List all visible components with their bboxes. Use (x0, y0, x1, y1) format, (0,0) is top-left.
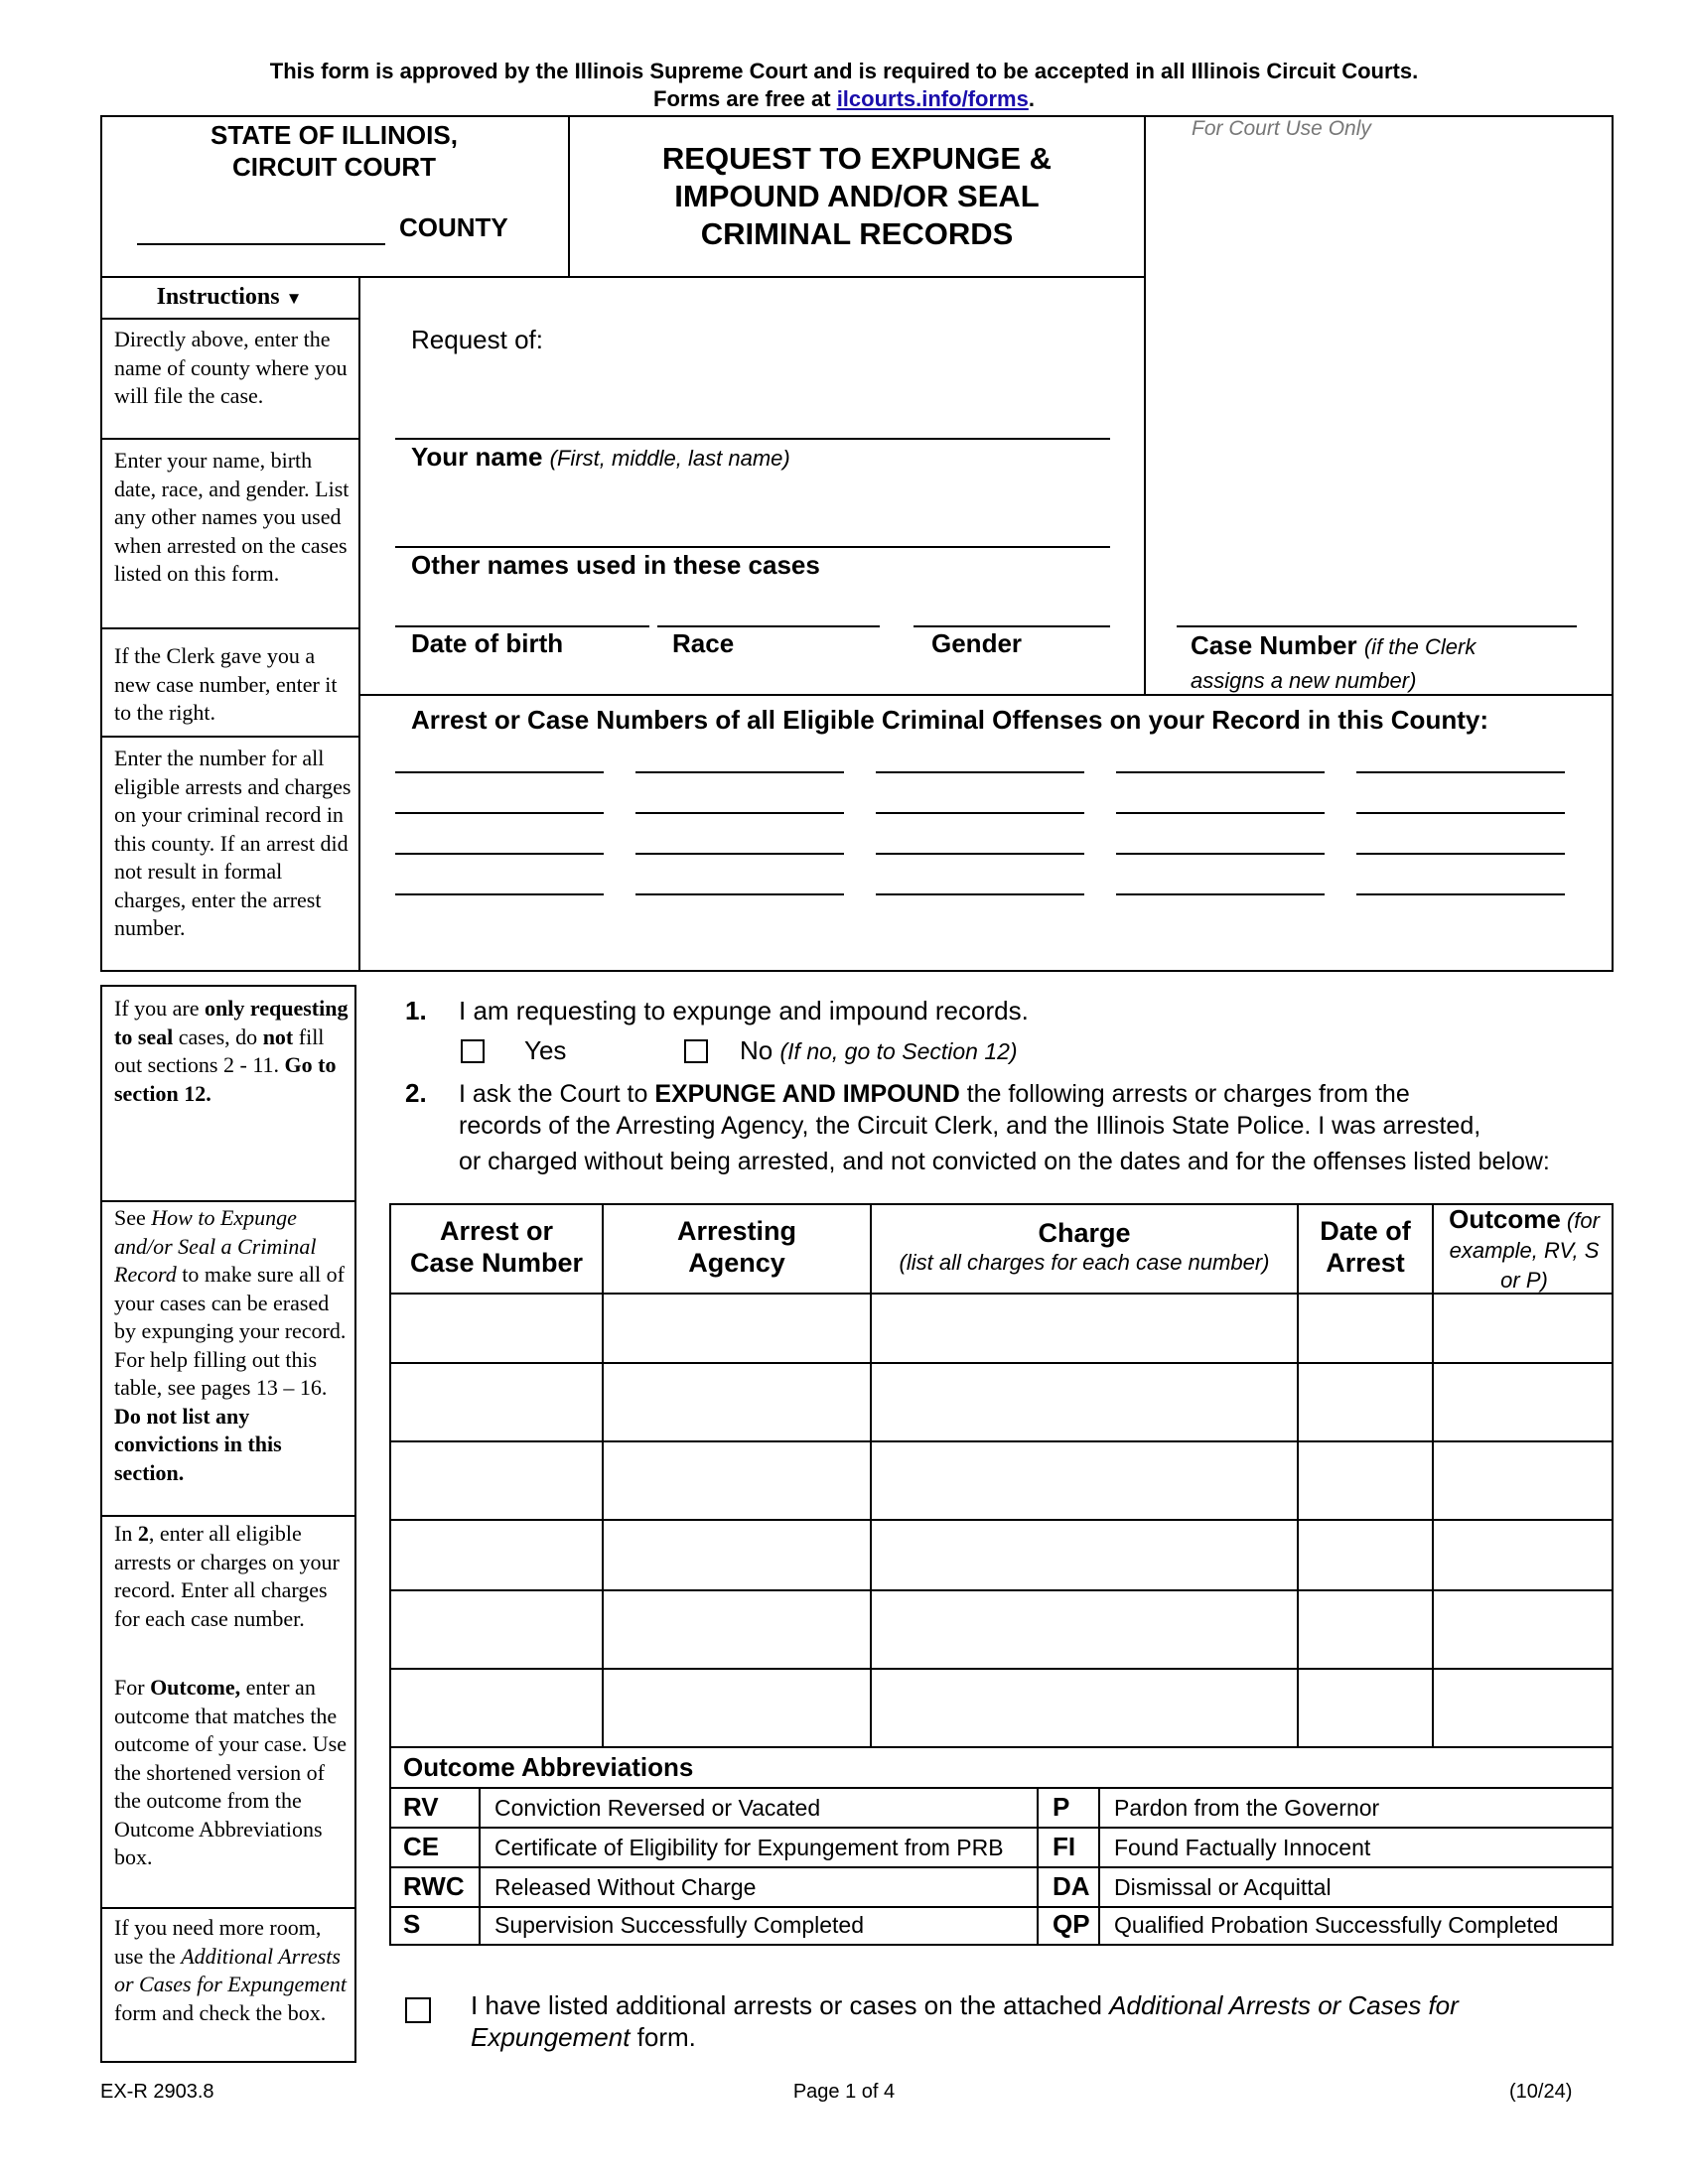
case-number-title: Case Number (1191, 630, 1357, 660)
arrest-number-line[interactable] (876, 853, 1084, 855)
race-line[interactable] (657, 625, 880, 627)
divider (100, 1515, 356, 1517)
col5-title: Outcome (1449, 1204, 1561, 1234)
add-b: Additional Arrests or Cases for Expungement (471, 1990, 1459, 2052)
arrest-number-line[interactable] (1116, 771, 1325, 773)
instructions-header (100, 284, 358, 311)
abbr-code: CE (403, 1832, 440, 1861)
caret-down-icon: ▼ (285, 289, 303, 308)
instruction-outcome (100, 1674, 351, 1872)
instruction-section2 (100, 1520, 351, 1633)
request-of-label: Request of: (411, 325, 543, 354)
arrest-number-line[interactable] (635, 812, 844, 814)
col-header-agency (604, 1215, 870, 1279)
no-checkbox[interactable] (684, 1039, 708, 1063)
arrest-number-line[interactable] (1356, 771, 1565, 773)
add-c: form. (630, 2022, 696, 2052)
abbr-text: Conviction Reversed or Vacated (494, 1795, 821, 1821)
form-title-line1: REQUEST TO EXPUNGE & (661, 141, 1053, 176)
col3-line1: Charge (1038, 1218, 1131, 1248)
abbr-divider (389, 1787, 1614, 1789)
forms-free-text: Forms are free at (653, 86, 837, 111)
your-name-hint: (First, middle, last name) (549, 446, 790, 471)
add-a: I have listed additional arrests or cases on the attached (471, 1990, 1110, 2020)
yes-checkbox[interactable] (461, 1039, 485, 1063)
table-row[interactable] (391, 1591, 1612, 1668)
section1-number: 1. (405, 996, 427, 1025)
abbr-code: P (1053, 1792, 1070, 1822)
s2a: I ask the Court to (459, 1080, 655, 1108)
section2-line3: or charged without being arrested, and not convicted on the dates and for the offenses listed below: (459, 1148, 1550, 1175)
form-id: EX-R 2903.8 (100, 2081, 214, 2103)
col2-line2: Agency (688, 1248, 785, 1278)
arrest-number-line[interactable] (635, 853, 844, 855)
instruction-name: Enter your name, birth date, race, and gender. List any other names you used when arrested on the cases listed on this form. (114, 448, 350, 586)
case-number-line1 (1191, 628, 1476, 664)
arrest-number-line[interactable] (395, 812, 604, 814)
case-number-hint2: assigns a new number) (1191, 668, 1417, 693)
arrest-number-line[interactable] (1356, 812, 1565, 814)
arrest-number-line[interactable] (395, 893, 604, 895)
yes-label: Yes (524, 1035, 567, 1065)
arrest-numbers-title: Arrest or Case Numbers of all Eligible Criminal Offenses on your Record in this County: (411, 705, 1488, 735)
col-header-date (1299, 1215, 1432, 1279)
abbr-divider (389, 1866, 1614, 1868)
abbr-text: Supervision Successfully Completed (494, 1912, 865, 1938)
instruction-how-to (100, 1204, 351, 1487)
col3-line2: (list all charges for each case number) (899, 1250, 1270, 1275)
section2-line1 (459, 1078, 1550, 1110)
arrest-number-line[interactable] (395, 853, 604, 855)
divider (100, 276, 1145, 278)
divider (100, 438, 358, 440)
no-label (740, 1035, 1018, 1066)
approval-notice (0, 58, 1688, 113)
other-names-label: Other names used in these cases (411, 550, 820, 580)
abbr-col-divider (1037, 1787, 1039, 1946)
i7a: In (114, 1521, 138, 1546)
form-title-line2: IMPOUND AND/OR SEAL (674, 179, 1040, 213)
i5f: Go to section 12. (114, 1052, 337, 1106)
instruction-seal-only (100, 995, 351, 1108)
i5e: fill out sections 2 - 11. (114, 1024, 325, 1077)
col4-line2: Arrest (1326, 1248, 1405, 1278)
i6b: How to Expunge and/or Seal a Criminal Record (114, 1205, 317, 1287)
arrest-number-line[interactable] (876, 771, 1084, 773)
county-input-line[interactable] (137, 243, 385, 245)
table-row[interactable] (391, 1670, 1612, 1746)
form-version: (10/24) (1509, 2081, 1573, 2103)
table-row[interactable] (391, 1295, 1612, 1362)
abbr-text: Certificate of Eligibility for Expungement from PRB (494, 1835, 1004, 1860)
arrest-number-line[interactable] (1356, 893, 1565, 895)
abbr-text: Found Factually Innocent (1114, 1835, 1371, 1860)
i5a: If you are (114, 996, 206, 1021)
instruction-county: Directly above, enter the name of county where you will file the case. (114, 327, 348, 408)
divider (358, 276, 360, 971)
your-name-line[interactable] (395, 546, 1110, 548)
no-text: No (740, 1035, 774, 1065)
section1-text: I am requesting to expunge and impound records. (459, 996, 1029, 1025)
your-name-label (411, 442, 790, 473)
request-of-line[interactable] (395, 438, 1110, 440)
col2-line1: Arresting (676, 1216, 797, 1246)
form-title (570, 140, 1144, 253)
s2c: the following arrests or charges from the (959, 1080, 1410, 1108)
section2-number: 2. (405, 1078, 427, 1108)
arrest-number-line[interactable] (635, 893, 844, 895)
gender-line[interactable] (914, 625, 1110, 627)
col1-line2: Case Number (409, 1248, 584, 1278)
i6d: Do not list any convictions in this section. (114, 1403, 282, 1485)
abbr-code: RWC (403, 1871, 465, 1901)
circuit-court-line: CIRCUIT COURT (231, 152, 437, 182)
court-use-label: For Court Use Only (1192, 117, 1371, 140)
abbr-col-divider (479, 1787, 481, 1946)
col1-line1: Arrest or (439, 1216, 554, 1246)
arrest-number-line[interactable] (876, 812, 1084, 814)
abbr-code: RV (403, 1792, 439, 1822)
i5c: cases, do (173, 1024, 263, 1049)
table-row[interactable] (391, 1442, 1612, 1519)
arrest-number-line[interactable] (876, 893, 1084, 895)
abbr-code: QP (1053, 1909, 1090, 1939)
your-name-title: Your name (411, 442, 543, 472)
county-label: COUNTY (399, 212, 508, 242)
instructions-title: Instructions (156, 284, 280, 310)
col-header-case-number (391, 1215, 602, 1279)
col5-hint: (for example, RV, S or P) (1449, 1208, 1600, 1293)
i5d: not (262, 1024, 294, 1049)
arrest-number-line[interactable] (1356, 853, 1565, 855)
i5b: only requesting to seal (114, 996, 349, 1049)
abbr-text: Qualified Probation Successfully Completed (1114, 1912, 1559, 1938)
arrest-number-line[interactable] (1116, 853, 1325, 855)
case-number-label (1191, 628, 1476, 698)
dob-line[interactable] (395, 625, 649, 627)
section2-text (459, 1078, 1550, 1177)
table-row[interactable] (391, 1521, 1612, 1589)
i7b: 2 (137, 1521, 149, 1546)
state-court-heading (100, 119, 568, 183)
divider (100, 318, 358, 320)
abbr-code: S (403, 1909, 421, 1939)
col-header-outcome (1442, 1205, 1607, 1295)
i6c: to make sure all of your cases can be erased by expunging your record. For help filling out this table, see pages 13 – 16. (114, 1262, 347, 1400)
instruction-arrests: Enter the number for all eligible arrests and charges on your criminal record in this county. If an arrest did not result in formal charges, enter the arrest number. (114, 746, 352, 940)
i7c: , enter all eligible arrests or charges on your record. Enter all charges for each case number. (114, 1521, 340, 1631)
i8c: enter an outcome that matches the outcome of your case. Use the shortened version of the outcome from the Outcome Abbreviations box. (114, 1675, 347, 1869)
dob-label: Date of birth (411, 628, 564, 658)
race-label: Race (672, 628, 735, 658)
col-header-charge (872, 1217, 1297, 1277)
case-number-line[interactable] (1177, 625, 1577, 627)
divider (100, 627, 358, 629)
i9a: If you need more room, use the (114, 1915, 322, 1969)
abbr-divider (389, 1827, 1614, 1829)
abbr-code: FI (1053, 1832, 1076, 1861)
approval-notice-line2 (0, 85, 1688, 113)
i9c: form and check the box. (114, 1999, 327, 2025)
approval-notice-line1: This form is approved by the Illinois Supreme Court and is required to be accepted in all Illinois Circuit Courts. (269, 59, 1419, 83)
divider (100, 736, 358, 738)
arrest-number-line[interactable] (1116, 893, 1325, 895)
form-title-line3: CRIMINAL RECORDS (700, 216, 1014, 251)
arrest-number-line[interactable] (635, 771, 844, 773)
instruction-case-number: If the Clerk gave you a new case number, enter it to the right. (114, 643, 338, 725)
no-hint: (If no, go to Section 12) (779, 1038, 1018, 1064)
row-divider (389, 1746, 1614, 1748)
col4-line1: Date of (1320, 1216, 1411, 1246)
additional-arrests-label (471, 1989, 1563, 2053)
case-number-hint: (if the Clerk (1363, 634, 1477, 659)
additional-arrests-checkbox[interactable] (405, 1997, 431, 2023)
section2-line2: records of the Arresting Agency, the Circuit Clerk, and the Illinois State Police. I was arrested, (459, 1112, 1481, 1140)
arrest-number-line[interactable] (395, 771, 604, 773)
abbr-text: Dismissal or Acquittal (1114, 1874, 1332, 1900)
gender-label: Gender (931, 628, 1023, 658)
instruction-more-room (100, 1914, 351, 2027)
divider (1144, 115, 1146, 695)
arrest-number-line[interactable] (1116, 812, 1325, 814)
table-row[interactable] (391, 1364, 1612, 1440)
i9b: Additional Arrests or Cases for Expungement (114, 1943, 348, 1996)
abbr-text: Released Without Charge (494, 1874, 757, 1900)
abbreviations-title: Outcome Abbreviations (403, 1752, 694, 1782)
abbr-col-divider (1098, 1787, 1100, 1946)
divider (100, 1200, 356, 1202)
divider (100, 1907, 356, 1909)
i6a: See (114, 1205, 152, 1230)
abbr-code: DA (1053, 1871, 1090, 1901)
forms-free-suffix: . (1028, 86, 1035, 111)
page-number: Page 1 of 4 (792, 2081, 896, 2103)
i8a: For (114, 1675, 151, 1700)
state-line: STATE OF ILLINOIS, (211, 120, 458, 150)
i8b: Outcome, (150, 1675, 241, 1700)
abbr-text: Pardon from the Governor (1114, 1795, 1380, 1821)
s2b: EXPUNGE AND IMPOUND (654, 1080, 960, 1108)
forms-link[interactable]: ilcourts.info/forms (836, 86, 1029, 111)
